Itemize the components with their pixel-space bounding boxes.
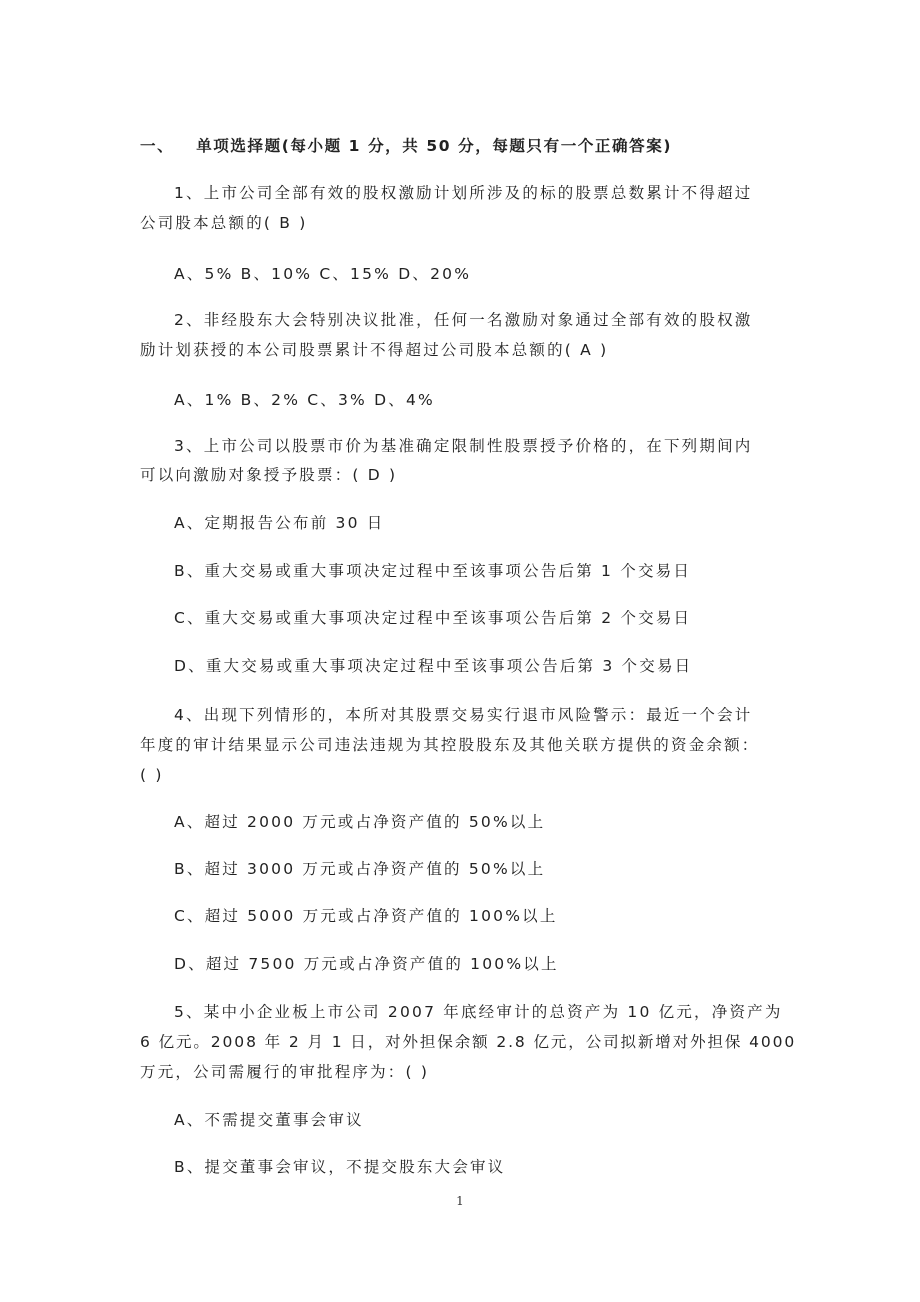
question-3-option-c: C、重大交易或重大事项决定过程中至该事项公告后第 2 个交易日 (174, 609, 692, 627)
question-4-line-2: 年度的审计结果显示公司违法违规为其控股股东及其他关联方提供的资金余额： (140, 736, 760, 754)
question-4-option-b: B、超过 3000 万元或占净资产值的 50%以上 (174, 860, 546, 878)
question-5-line-2: 6 亿元。2008 年 2 月 1 日，对外担保余额 2.8 亿元，公司拟新增对外担保 4000 (140, 1033, 797, 1051)
question-2-line-1: 2、非经股东大会特别决议批准，任何一名激励对象通过全部有效的股权激 (174, 311, 753, 329)
question-2-options: A、1% B、2% C、3% D、4% (174, 391, 435, 409)
question-4-option-c: C、超过 5000 万元或占净资产值的 100%以上 (174, 907, 558, 925)
question-3-line-1: 3、上市公司以股票市价为基准确定限制性股票授予价格的，在下列期间内 (174, 437, 753, 455)
section-number: 一、 (140, 137, 175, 155)
section-heading (140, 136, 672, 156)
question-5-option-a: A、不需提交董事会审议 (174, 1111, 364, 1129)
question-1-line-1: 1、上市公司全部有效的股权激励计划所涉及的标的股票总数累计不得超过 (174, 184, 753, 202)
section-title: 单项选择题(每小题 1 分，共 50 分，每题只有一个正确答案) (196, 137, 673, 155)
question-4-option-a: A、超过 2000 万元或占净资产值的 50%以上 (174, 813, 546, 831)
question-4-line-3: ( ) (140, 766, 164, 784)
question-5-option-b: B、提交董事会审议，不提交股东大会审议 (174, 1158, 506, 1176)
question-3-option-a: A、定期报告公布前 30 日 (174, 514, 385, 532)
question-1-line-2: 公司股本总额的( B ) (140, 214, 308, 232)
question-3-option-b: B、重大交易或重大事项决定过程中至该事项公告后第 1 个交易日 (174, 562, 692, 580)
question-1-options: A、5% B、10% C、15% D、20% (174, 265, 472, 283)
question-5-line-3: 万元，公司需履行的审批程序为：( ) (140, 1063, 430, 1081)
question-2-line-2: 励计划获授的本公司股票累计不得超过公司股本总额的( A ) (140, 341, 609, 359)
question-3-line-2: 可以向激励对象授予股票：( D ) (140, 466, 398, 484)
question-5-line-1: 5、某中小企业板上市公司 2007 年底经审计的总资产为 10 亿元，净资产为 (174, 1003, 783, 1021)
page-number: 1 (456, 1194, 464, 1208)
question-3-option-d: D、重大交易或重大事项决定过程中至该事项公告后第 3 个交易日 (174, 657, 693, 675)
question-4-option-d: D、超过 7500 万元或占净资产值的 100%以上 (174, 955, 559, 973)
question-4-line-1: 4、出现下列情形的，本所对其股票交易实行退市风险警示：最近一个会计 (174, 706, 753, 724)
